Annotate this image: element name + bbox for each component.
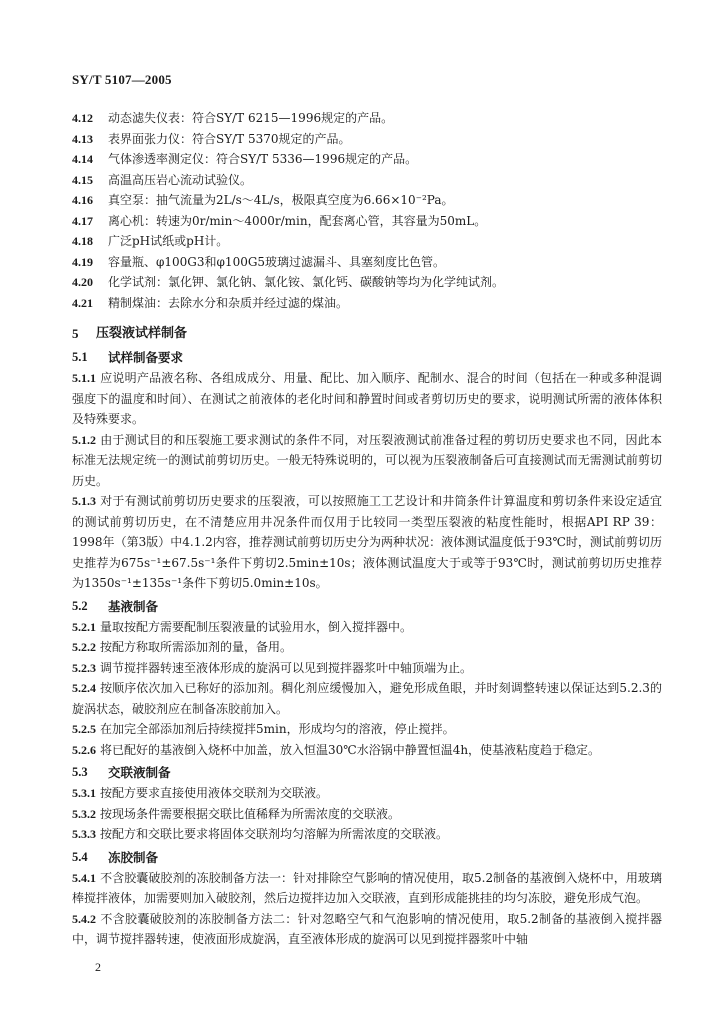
clause-text: 高温高压岩心流动试验仪。 — [108, 172, 253, 187]
paragraph — [72, 658, 662, 679]
clause-text: 动态滤失仪表：符合SY/T 6215—1996规定的产品。 — [108, 111, 394, 125]
paragraph — [72, 678, 662, 719]
paragraph — [72, 783, 662, 804]
clause-text: 真空泵：抽气流量为2L/s～4L/s，极限真空度为6.66×10⁻²Pa。 — [108, 193, 454, 207]
paragraph — [72, 637, 662, 658]
paragraph — [72, 740, 662, 761]
clause-number: 4.21 — [72, 295, 93, 310]
subsection-heading — [72, 762, 662, 783]
list-item — [72, 231, 662, 252]
page-number: 2 — [95, 960, 101, 974]
paragraph — [72, 368, 662, 430]
list-item — [72, 190, 662, 211]
clause-number: 4.16 — [72, 193, 93, 207]
paragraph — [72, 868, 662, 909]
paragraph-number: 5.2.5 — [72, 722, 96, 736]
list-item — [72, 211, 662, 232]
paragraph — [72, 491, 662, 594]
clause-text: 表界面张力仪：符合SY/T 5370规定的产品。 — [108, 131, 351, 146]
paragraph-number: 5.2.1 — [72, 619, 96, 634]
paragraph-text: 在加完全部添加剂后持续搅拌5min，形成均匀的溶液，停止搅拌。 — [100, 722, 455, 736]
clause-number: 4.17 — [72, 213, 93, 228]
paragraph-number: 5.2.2 — [72, 640, 96, 654]
paragraph-text: 按配方要求直接使用液体交联剂为交联液。 — [100, 786, 329, 800]
list-item — [72, 272, 662, 293]
subsection-heading — [72, 347, 662, 368]
list-item — [72, 108, 662, 129]
clause-text: 离心机：转速为0r/min～4000r/min，配套离心管，其容量为50mL。 — [108, 213, 487, 228]
paragraph-text: 按配方称取所需添加剂的量，备用。 — [100, 640, 293, 654]
subsection-number: 5.3 — [72, 765, 88, 779]
paragraph-number: 5.3.1 — [72, 786, 96, 800]
paragraph — [72, 430, 662, 492]
standard-number-header: SY/T 5107—2005 — [72, 72, 172, 87]
section-title: 压裂液试样制备 — [96, 326, 188, 341]
paragraph-text: 对于有测试前剪切历史要求的压裂液，可以按照施工工艺设计和井筒条件计算温度和剪切条件来设定适宜的测试前剪切历史，在不清楚应用井况条件而仅用于比较同一类型压裂液的粘度性能时，根据API RP 39：1998年（第3版）中4.1.2内容，推荐测试前剪切历史分为两种状况：液体测试温度低于93℃时，测试前剪切历史推荐为675s⁻¹±67.5s⁻¹条件下剪切2.5min±10s；液体测试温度大于或等于93℃时，测试前剪切历史推荐为1350s⁻¹±135s⁻¹条件下剪切5.0min±10s。 — [72, 494, 662, 590]
list-item — [72, 252, 662, 273]
subsection-number: 5.2 — [72, 598, 88, 613]
paragraph-text: 由于测试目的和压裂施工要求测试的条件不同，对压裂液测试前准备过程的剪切历史要求也不同，因此本标准无法规定统一的测试前剪切历史。一般无特殊说明的，可以视为压裂液制备后可直接测试而无需测试前剪切历史。 — [72, 432, 662, 488]
subsection-title: 交联液制备 — [108, 765, 171, 780]
paragraph — [72, 824, 662, 845]
clause-number: 4.15 — [72, 172, 93, 187]
paragraph — [72, 719, 662, 740]
paragraph-text: 按顺序依次加入已称好的添加剂。稠化剂应缓慢加入，避免形成鱼眼，并时刻调整转速以保证达到5.2.3的旋涡状态，破胶剂应在制备冻胶前加入。 — [72, 681, 662, 716]
paragraph-number: 5.3.3 — [72, 827, 96, 841]
paragraph-text: 应说明产品液名称、各组成成分、用量、配比、加入顺序、配制水、混合的时间（包括在一种或多种混调强度下的温度和时间）、在测试之前液体的老化时间和静置时间或者剪切历史的要求，说明测试所需的液体体积及特殊要求。 — [72, 371, 662, 426]
document-body — [72, 108, 662, 950]
clause-number: 4.20 — [72, 275, 93, 289]
paragraph-number: 5.2.4 — [72, 681, 96, 695]
paragraph-number: 5.1.3 — [72, 494, 96, 508]
subsection-heading — [72, 596, 662, 617]
paragraph-number: 5.2.3 — [72, 660, 96, 675]
paragraph-text: 按配方和交联比要求将固体交联剂均匀溶解为所需浓度的交联液。 — [100, 827, 449, 841]
subsection-number: 5.1 — [72, 350, 88, 364]
paragraph-text: 量取按配方需要配制压裂液量的试验用水，倒入搅拌器中。 — [100, 619, 413, 634]
subsection-number: 5.4 — [72, 849, 88, 864]
subsection-title: 冻胶制备 — [108, 849, 159, 865]
paragraph — [72, 804, 662, 825]
paragraph-text: 将已配好的基液倒入烧杯中加盖，放入恒温30℃水浴锅中静置恒温4h，使基液粘度趋于稳定。 — [100, 742, 601, 757]
paragraph — [72, 909, 662, 950]
clause-number: 4.13 — [72, 131, 93, 146]
subsection-title: 试样制备要求 — [108, 350, 184, 365]
clause-number: 4.19 — [72, 254, 93, 269]
paragraph-number: 5.1.1 — [72, 371, 96, 385]
clause-text: 气体渗透率测定仪：符合SY/T 5336—1996规定的产品。 — [108, 152, 418, 166]
paragraph-number: 5.4.2 — [72, 911, 96, 926]
clause-text: 广泛pH试纸或pH计。 — [108, 234, 229, 248]
subsection-title: 基液制备 — [108, 598, 159, 614]
clause-text: 容量瓶、φ100G3和φ100G5玻璃过滤漏斗、具塞刻度比色管。 — [108, 254, 446, 269]
list-item — [72, 129, 662, 150]
list-item — [72, 293, 662, 314]
clause-text: 精制煤油：去除水分和杂质并经过滤的煤油。 — [108, 295, 349, 310]
paragraph-number: 5.1.2 — [72, 432, 96, 447]
clause-number: 4.18 — [72, 234, 93, 248]
paragraph-text: 不含胶囊破胶剂的冻胶制备方法二：针对忽略空气和气泡影响的情况使用，取5.2制备的基液倒入搅拌器中，调节搅拌器转速，使液面形成旋涡，直至液体形成的旋涡可以见到搅拌器浆叶中轴 — [72, 911, 662, 946]
section-heading — [72, 323, 662, 345]
section-number: 5 — [72, 326, 79, 341]
paragraph-text: 按现场条件需要根据交联比值稀释为所需浓度的交联液。 — [100, 806, 401, 821]
subsection-heading — [72, 847, 662, 868]
paragraph-number: 5.2.6 — [72, 742, 96, 757]
list-item — [72, 170, 662, 191]
list-item — [72, 149, 662, 170]
clause-text: 化学试剂：氯化钾、氯化钠、氯化铵、氯化钙、碳酸钠等均为化学纯试剂。 — [108, 275, 505, 289]
paragraph-text: 调节搅拌器转速至液体形成的旋涡可以见到搅拌器浆叶中轴顶端为止。 — [100, 660, 473, 675]
clause-number: 4.12 — [72, 111, 93, 125]
paragraph — [72, 617, 662, 638]
paragraph-text: 不含胶囊破胶剂的冻胶制备方法一：针对排除空气影响的情况使用，取5.2制备的基液倒入烧杯中，用玻璃棒搅拌液体，加需要则加入破胶剂，然后边搅拌边加入交联液，直到形成能挑挂的均匀冻胶，避免形成气泡。 — [72, 870, 662, 905]
paragraph-number: 5.4.1 — [72, 870, 96, 885]
paragraph-number: 5.3.2 — [72, 806, 96, 821]
clause-number: 4.14 — [72, 152, 93, 166]
